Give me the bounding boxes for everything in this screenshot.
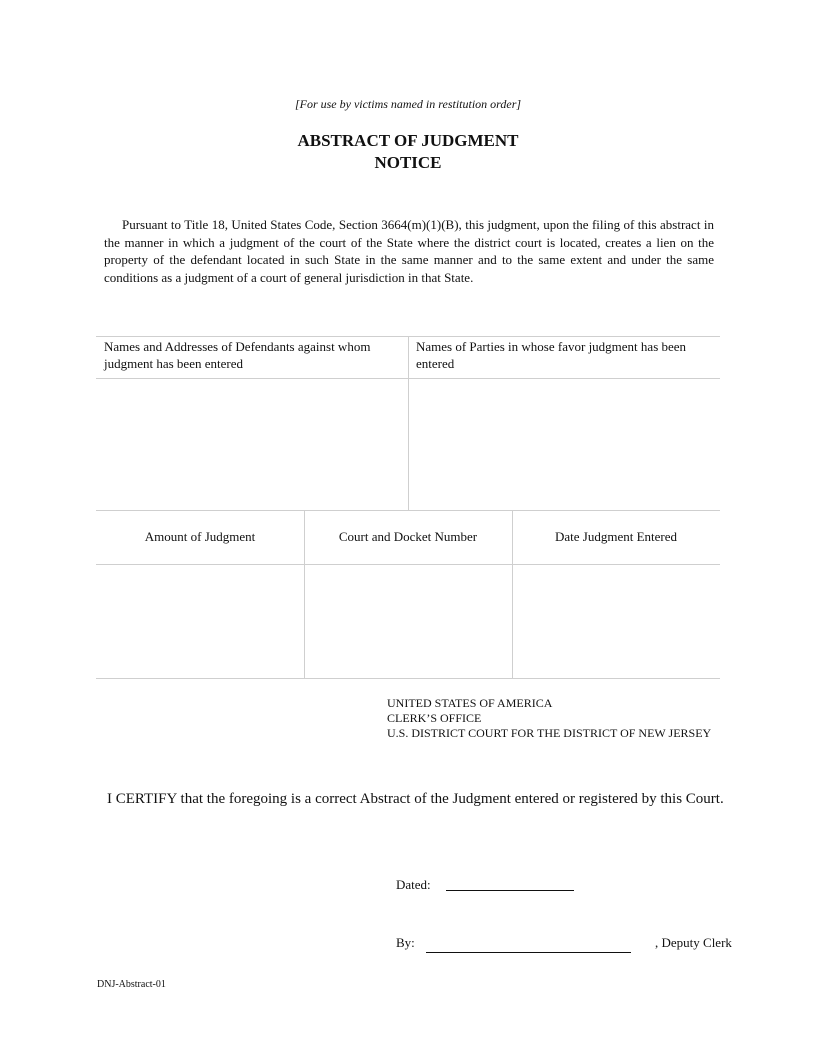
defendants-field[interactable] [104, 386, 400, 504]
court-docket-header: Court and Docket Number [338, 529, 478, 544]
document-subtitle: NOTICE [374, 153, 442, 172]
amount-field[interactable] [104, 572, 296, 672]
dated-field[interactable] [446, 889, 574, 891]
table-rule [96, 510, 720, 511]
signature-field[interactable] [426, 951, 631, 953]
defendants-header: Names and Addresses of Defendants against whom judgment has been entered [104, 339, 371, 371]
table-divider [408, 336, 409, 510]
certification-statement: I CERTIFY that the foregoing is a correct Abstract of the Judgment entered or registered by this Court. [107, 791, 724, 807]
favor-parties-header: Names of Parties in whose favor judgment has been entered [416, 339, 687, 371]
dated-label: Dated: [396, 877, 431, 892]
deputy-clerk-label: , Deputy Clerk [655, 935, 732, 950]
usage-note: [For use by victims named in restitution order] [294, 97, 522, 111]
clerk-block [387, 696, 711, 741]
table-rule [96, 678, 720, 679]
intro-paragraph: Pursuant to Title 18, United States Code, Section 3664(m)(1)(B), this judgment, upon the filing of this abstract in the manner in which a judgment of the court of the State where the district court is located, creates a lien on the property of the defendant located in such State in the same manner and to the same extent and under the same conditions as a judgment of a court of general jurisdiction in that State. [104, 217, 714, 285]
by-label: By: [396, 935, 415, 950]
table-rule [96, 564, 720, 565]
clerk-line-country: UNITED STATES OF AMERICA [387, 696, 553, 710]
favor-parties-field[interactable] [416, 386, 712, 504]
date-entered-field[interactable] [520, 572, 712, 672]
form-code: DNJ-Abstract-01 [97, 979, 166, 990]
date-entered-header: Date Judgment Entered [554, 529, 677, 544]
amount-header: Amount of Judgment [144, 529, 256, 544]
clerk-line-court: U.S. DISTRICT COURT FOR THE DISTRICT OF NEW JERSEY [387, 726, 712, 740]
document-title: ABSTRACT OF JUDGMENT [297, 131, 519, 150]
court-docket-field[interactable] [312, 572, 504, 672]
clerk-line-office: CLERK’S OFFICE [387, 711, 482, 725]
